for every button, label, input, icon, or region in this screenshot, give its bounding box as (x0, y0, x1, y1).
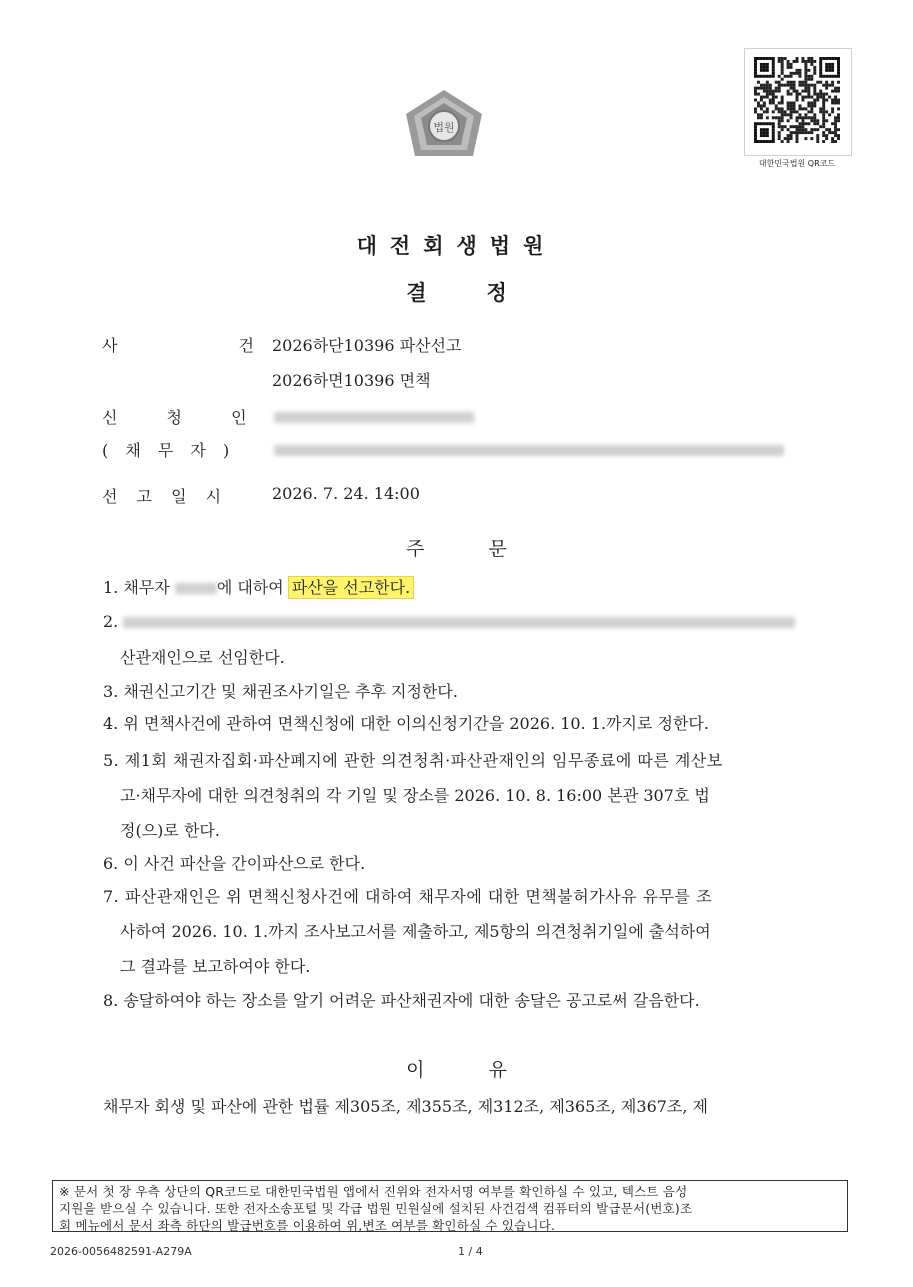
order-item-6: 6. 이 사건 파산을 간이파산으로 한다. (103, 854, 366, 873)
debtor-label: ( 채 무 자 ) (102, 441, 236, 460)
reason-title: 이유 (406, 1059, 571, 1081)
court-name: 대전회생법원 (356, 233, 557, 258)
qr-code[interactable] (744, 48, 852, 156)
order-item-4: 4. 위 면책사건에 관하여 면책신청에 대한 이의신청기간을 2026. 10. 1.까지로 정한다. (103, 714, 709, 733)
court-seal-icon (403, 88, 485, 160)
debtor-name-redacted (175, 583, 217, 594)
notice-line-1: ※ 문서 첫 장 우측 상단의 QR코드로 대한민국법원 앱에서 진위와 전자서명 여부를 확인하실 수 있고, 텍스트 음성 (59, 1184, 688, 1199)
qr-code-icon (754, 57, 840, 143)
order-title: 주문 (406, 538, 571, 560)
order-item-5: 5. 제1회 채권자집회·파산폐지에 관한 의견청취·파산관재인의 임무종료에 따른 계산보 (103, 751, 723, 770)
applicant-name-redacted (274, 408, 474, 427)
notice-line-3: 회 메뉴에서 문서 좌측 하단의 발급번호를 이용하여 위,변조 여부를 확인하실 수 있습니다. (59, 1218, 556, 1233)
order-item-5-cont1: 고·채무자에 대한 의견청취의 각 기일 및 장소를 2026. 10. 8. 16:00 본관 307호 법 (120, 786, 710, 805)
verification-notice (52, 1180, 848, 1232)
page-number: 1 / 4 (458, 1245, 483, 1258)
order-item-1: 1. 채무자 에 대하여 파산을 선고한다. (103, 575, 413, 598)
order-item-7: 7. 파산관재인은 위 면책신청사건에 대하여 채무자에 대한 면책불허가사유 유무를 조 (103, 887, 713, 906)
order-item-7-cont2: 그 결과를 보고하여야 한다. (120, 957, 311, 976)
notice-line-2: 지원을 받으실 수 있습니다. 또한 전자소송포털 및 각급 법원 민원실에 설치된 사건검색 컴퓨터의 발급문서(번호)조 (59, 1201, 693, 1216)
document-type: 결정 (406, 280, 567, 305)
date-label: 선 고 일 시 (102, 487, 229, 506)
order-item-2-cont: 산관재인으로 선임한다. (120, 648, 285, 667)
seal-text: 법원 (433, 121, 455, 134)
case-number-1: 2026하단10396 파산선고 (272, 336, 462, 355)
order-item-2: 2. (103, 612, 795, 631)
case-label: 사 건 (102, 336, 312, 355)
order-item-8: 8. 송달하여야 하는 장소를 알기 어려운 파산채권자에 대한 송달은 공고로써 갈음한다. (103, 991, 700, 1010)
debtor-address-redacted (274, 441, 784, 460)
applicant-label: 신 청 인 (102, 408, 269, 427)
issue-number: 2026-0056482591-A279A (50, 1245, 192, 1258)
reason-text: 채무자 회생 및 파산에 관한 법률 제305조, 제355조, 제312조, 제365조, 제367조, 제 (103, 1097, 709, 1116)
case-number-2: 2026하면10396 면책 (272, 371, 431, 390)
order-item-7-cont1: 사하여 2026. 10. 1.까지 조사보고서를 제출하고, 제5항의 의견청취기일에 출석하여 (120, 922, 711, 941)
highlighted-text: 파산을 선고한다. (289, 577, 413, 598)
ruling-date: 2026. 7. 24. 14:00 (272, 484, 420, 503)
trustee-redacted (123, 617, 795, 628)
qr-label: 대한민국법원 QR코드 (758, 159, 836, 168)
order-item-5-cont2: 정(으)로 한다. (120, 821, 220, 840)
order-item-3: 3. 채권신고기간 및 채권조사기일은 추후 지정한다. (103, 682, 458, 701)
